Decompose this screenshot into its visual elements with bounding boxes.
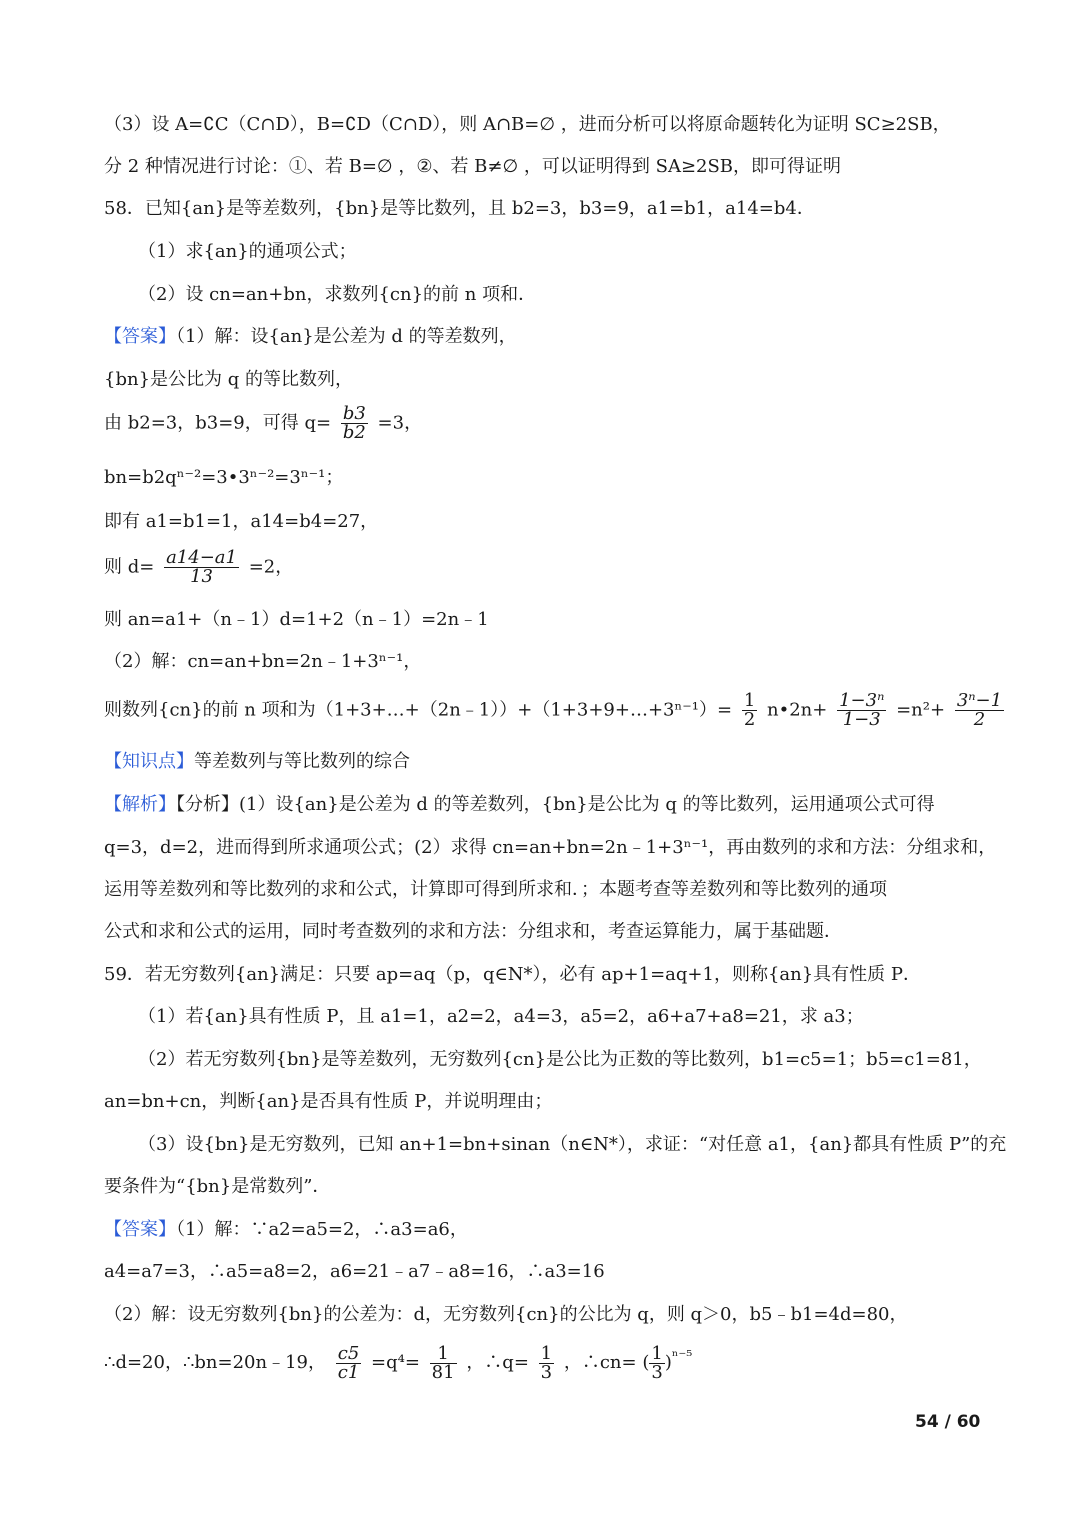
open-paren: ( (642, 1352, 650, 1373)
numerator: a14−a1 (166, 547, 237, 568)
text-line: an=bn+cn，判断{an}是否具有性质 P，并说明理由； (104, 1091, 553, 1112)
numerator: 1 (743, 690, 756, 711)
text-line: （3）设 A=∁C（C∩D），B=∁D（C∩D），则 A∩B=∅ ，进而分析可以将原命题转化为证明 SC≥2SB， (104, 114, 951, 135)
denominator: 3 (651, 1361, 663, 1383)
problem-58-part2: （2）设 cn=an+bn，求数列{cn}的前 n 项和． (138, 284, 537, 305)
knowledge-tag: 【知识点】 (104, 751, 194, 772)
problem-58-part1: （1）求{an}的通项公式； (138, 241, 357, 262)
text-line: （2）解：设无穷数列{bn}的公差为：d，无穷数列{cn}的公比为 q，则 q＞0，b5﹣b1=4d=80， (104, 1304, 908, 1325)
problem-59-part1: （1）若{an}具有性质 P，且 a1=1，a2=2，a4=3，a5=2，a6+a7+a8=21，求 a3； (138, 1006, 864, 1027)
text-line (104, 692, 1008, 729)
numerator: 1−3ⁿ (839, 690, 885, 711)
numerator: 1 (540, 1342, 553, 1364)
text-segment: 则数列{cn}的前 n 项和为（1+3+…+（2n﹣1））+（1+3+9+…+3ⁿ⁻¹）= (104, 699, 733, 721)
knowledge-line (104, 750, 410, 774)
analysis-line (104, 793, 935, 817)
text-line: 则 an=a1+（n﹣1）d=1+2（n﹣1）=2n﹣1 (104, 609, 489, 630)
numerator: 1 (430, 1345, 457, 1364)
text-segment: ，∴q= (466, 1352, 529, 1373)
problem-59-part3: （3）设{bn}是无穷数列，已知 an+1=bn+sinan（n∈N*），求证：“对任意 a1，{an}都具有性质 P”的充 (138, 1134, 1007, 1155)
text-segment: n•2n+ (767, 699, 828, 721)
problem-58-title: 58．已知{an}是等差数列，{bn}是等比数列，且 b2=3，b3=9，a1=b1，a14=b4． (104, 198, 815, 219)
numerator: 1 (651, 1342, 663, 1364)
answer-text: （1）解：设{an}是公差为 d 的等差数列， (176, 326, 517, 347)
denominator: 1−3 (842, 709, 881, 730)
fraction-geo (837, 692, 886, 729)
text-line: bn=b2qⁿ⁻²=3•3ⁿ⁻²=3ⁿ⁻¹； (104, 467, 344, 488)
fraction-d (164, 549, 239, 586)
text-segment: =n²+ (896, 699, 946, 721)
close-paren: ) (664, 1352, 672, 1373)
denominator: 81 (431, 1361, 455, 1383)
text-line: 运用等差数列和等比数列的求和公式，计算即可得到所求和．；本题考查等差数列和等比数列的通项 (104, 879, 887, 900)
denominator: 2 (743, 709, 756, 730)
fraction-paren (649, 1342, 664, 1383)
numerator: c5 (337, 1342, 360, 1364)
page-number: 54 / 60 (915, 1412, 981, 1432)
denominator: 13 (190, 566, 213, 587)
numerator: b3 (342, 403, 366, 424)
text-line (104, 1344, 692, 1382)
problem-59-part2: （2）若无穷数列{bn}是等差数列，无穷数列{cn}是公比为正数的等比数列，b1=c5=1；b5=c1=81， (138, 1049, 982, 1070)
text-line: q=3，d=2，进而得到所求通项公式；(2）求得 cn=an+bn=2n﹣1+3ⁿ⁻¹，再由数列的求和方法：分组求和， (104, 837, 997, 858)
fraction-half (742, 692, 757, 729)
answer-line (104, 1218, 468, 1242)
text-line (104, 549, 293, 586)
numerator: 3ⁿ−1 (956, 690, 1003, 711)
denominator: 3 (540, 1361, 553, 1383)
fraction-q (341, 405, 368, 442)
text-segment: =q⁴= (371, 1352, 420, 1373)
denominator: b2 (342, 422, 366, 443)
text-segment: =2， (248, 556, 294, 578)
text-segment: 由 b2=3，b3=9，可得 q= (104, 412, 332, 434)
text-line: 公式和求和公式的运用，同时考查数列的求和方法：分组求和，考查运算能力，属于基础题． (104, 921, 842, 942)
text-segment: =3， (377, 412, 423, 434)
text-line (104, 405, 422, 442)
answer-tag: 【答案】 (104, 1219, 176, 1240)
text-line: 即有 a1=b1=1，a14=b4=27， (104, 511, 379, 532)
problem-59-title: 59．若无穷数列{an}满足：只要 ap=aq（p，q∈N*），必有 ap+1=aq+1，则称{an}具有性质 P． (104, 964, 922, 985)
fraction-pow (955, 692, 1004, 729)
text-line: 分 2 种情况进行讨论：①、若 B=∅ ，②、若 B≠∅ ，可以证明得到 SA≥2SB，即可得证明 (104, 156, 842, 177)
analysis-tag: 【解析】 (104, 794, 176, 815)
text-line: （2）解：cn=an+bn=2n﹣1+3ⁿ⁻¹， (104, 651, 422, 672)
fraction-ratio (430, 1342, 457, 1383)
fraction-third (539, 1342, 554, 1383)
knowledge-text: 等差数列与等比数列的综合 (194, 751, 410, 772)
text-line: {bn}是公比为 q 的等比数列， (104, 369, 353, 390)
answer-line (104, 325, 517, 349)
denominator: 2 (973, 709, 986, 730)
text-segment: 则 d= (104, 556, 155, 578)
answer-text: （1）解：∵a2=a5=2，∴a3=a6， (176, 1219, 468, 1240)
exponent: ⁿ⁻⁵ (671, 1347, 693, 1365)
denominator: c1 (337, 1361, 360, 1383)
text-segment: ∴d=20，∴bn=20n﹣19， (104, 1352, 327, 1373)
fraction-c5c1 (336, 1342, 362, 1383)
answer-tag: 【答案】 (104, 326, 176, 347)
analysis-text: 【分析】(1）设{an}是公差为 d 的等差数列，{bn}是公比为 q 的等比数列，运用通项公式可得 (176, 794, 935, 815)
text-line: 要条件为“{bn}是常数列”． (104, 1176, 331, 1197)
text-segment: ，∴cn= (563, 1352, 637, 1373)
text-line: a4=a7=3，∴a5=a8=2，a6=21﹣a7﹣a8=16，∴a3=16 (104, 1261, 605, 1282)
